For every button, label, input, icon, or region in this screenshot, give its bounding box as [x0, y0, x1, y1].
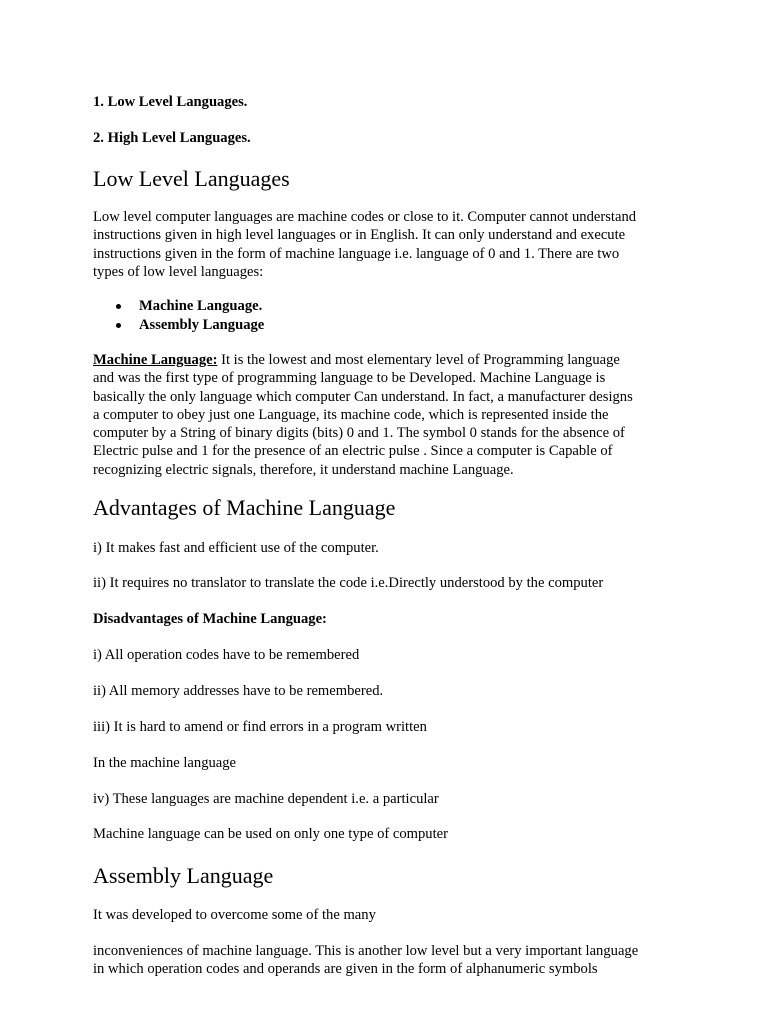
- assembly-paragraph: [93, 942, 683, 979]
- heading-advantages: Advantages of Machine Language: [93, 495, 396, 520]
- paragraph-line: recognizing electric signals, therefore, it understand machine Language.: [93, 461, 514, 478]
- paragraph-line: a computer to obey just one Language, its machine code, which is represented inside the: [93, 406, 609, 423]
- paragraph-line: [93, 351, 683, 369]
- heading-low-level-languages: Low Level Languages: [93, 166, 290, 191]
- paragraph-line: inconveniences of machine language. This is another low level but a very important language: [93, 943, 639, 959]
- low-level-paragraph: [93, 208, 683, 281]
- machine-language-paragraph: [93, 351, 683, 479]
- list-item-label: Machine Language.: [139, 298, 263, 314]
- list-item: [93, 297, 264, 316]
- paragraph-line: computer by a String of binary digits (bits) 0 and 1. The symbol 0 stands for the absence of: [93, 425, 625, 442]
- disadvantage-item: Machine language can be used on only one type of computer: [93, 826, 448, 842]
- disadvantage-item: iii) It is hard to amend or find errors in a program written: [93, 719, 427, 735]
- paragraph-line: in which operation codes and operands are given in the form of alphanumeric symbols: [93, 961, 598, 978]
- machine-language-label: Machine Language:: [93, 352, 218, 368]
- list-item-low-level: 1. Low Level Languages.: [93, 94, 248, 110]
- paragraph-line: Electric pulse and 1 for the presence of an electric pulse . Since a computer is Capable of: [93, 443, 613, 460]
- disadvantage-item: In the machine language: [93, 755, 237, 771]
- advantage-item: ii) It requires no translator to translate the code i.e.Directly understood by the computer: [93, 575, 604, 591]
- low-level-types-list: [93, 297, 264, 334]
- list-item-high-level: 2. High Level Languages.: [93, 130, 251, 146]
- advantage-item: i) It makes fast and efficient use of the computer.: [93, 540, 379, 556]
- assembly-intro: It was developed to overcome some of the many: [93, 907, 376, 923]
- paragraph-line: types of low level languages:: [93, 263, 264, 280]
- paragraph-line: instructions given in high level languages or in English. It can only understand and execute: [93, 227, 626, 244]
- paragraph-line: basically the only language which computer Can understand. In fact, a manufacturer designs: [93, 388, 633, 405]
- paragraph-line: Low level computer languages are machine codes or close to it. Computer cannot understand: [93, 209, 637, 225]
- disadvantage-item: i) All operation codes have to be remembered: [93, 647, 360, 663]
- paragraph-line: and was the first type of programming language to be Developed. Machine Language is: [93, 370, 606, 387]
- heading-disadvantages: Disadvantages of Machine Language:: [93, 611, 327, 627]
- list-item-label: Assembly Language: [139, 316, 265, 333]
- heading-assembly-language: Assembly Language: [93, 863, 274, 888]
- paragraph-text: It is the lowest and most elementary level of Programming language: [217, 352, 620, 368]
- bullet-icon: [116, 304, 121, 309]
- paragraph-line: instructions given in the form of machine language i.e. language of 0 and 1. There are two: [93, 245, 620, 262]
- list-item: [93, 316, 264, 335]
- bullet-icon: [116, 323, 121, 328]
- disadvantage-item: iv) These languages are machine dependent i.e. a particular: [93, 791, 439, 807]
- disadvantage-item: ii) All memory addresses have to be remembered.: [93, 683, 384, 699]
